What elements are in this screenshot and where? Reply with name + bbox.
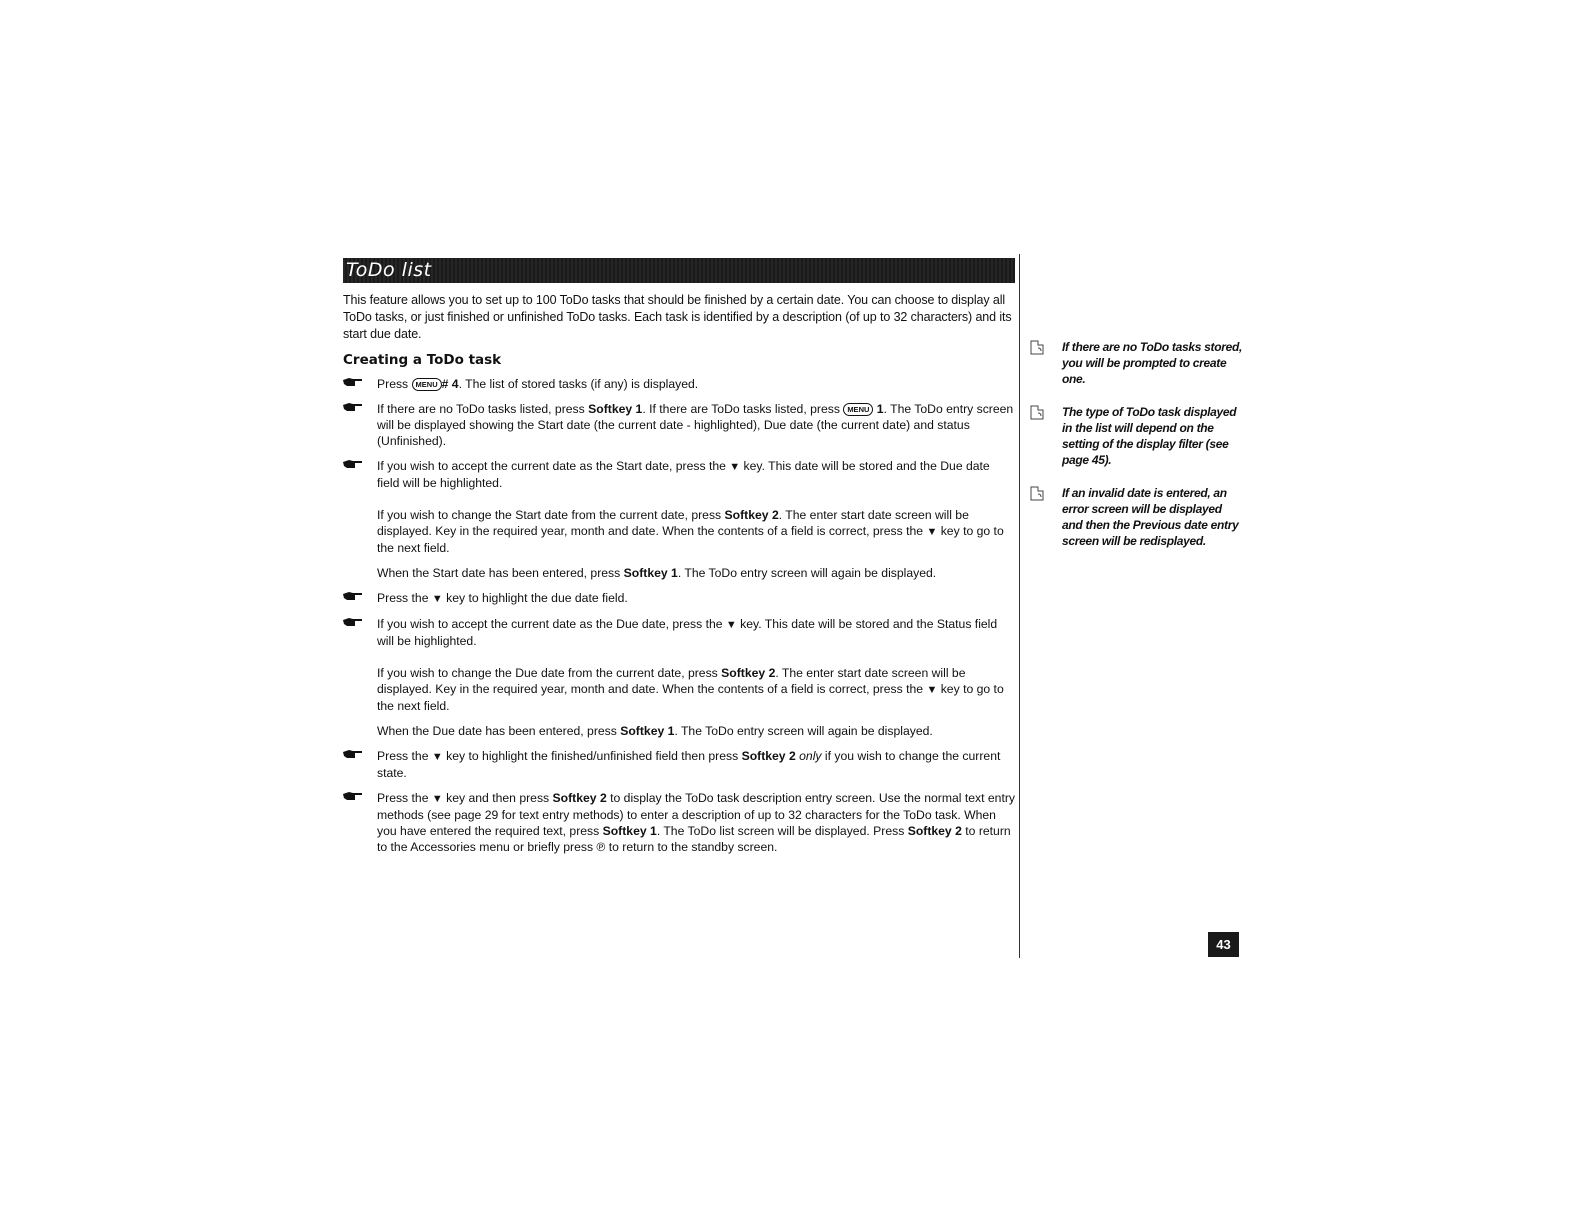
softkey-label: Softkey 2 [741,749,796,763]
softkey-label: Softkey 1 [602,824,657,838]
step-5-detail [343,665,1015,714]
step-text: If you wish to accept the current date as the Due date, press the [377,617,726,631]
softkey-label: Softkey 1 [620,724,675,738]
step-text: key to go to the next field. [377,682,1004,713]
step-text: key to highlight the due date field. [442,591,628,605]
page-title: ToDo list [346,259,432,281]
softkey-label: Softkey 2 [552,791,607,805]
down-arrow-icon: ▼ [926,684,938,696]
step-text: Press the [377,591,432,605]
step-text: key. This date will be stored and the Status field will be highlighted. [377,617,998,648]
note-1 [1029,339,1244,387]
down-arrow-icon: ▼ [431,751,443,763]
step-text: to return to the standby screen. [605,840,778,854]
step-text: When the Start date has been entered, press [377,566,624,580]
softkey-label: Softkey 2 [907,824,962,838]
step-text: . The enter start date screen will be displayed. Key in the required year, month and date. When the contents of a field is correct, press the [377,666,966,696]
down-arrow-icon: ▼ [431,793,443,805]
down-arrow-icon: ▼ [729,461,741,473]
note-pad-icon [1029,340,1047,358]
side-notes [1029,339,1244,566]
step-text: if you wish to change the current state. [377,749,1001,780]
step-4 [343,590,1015,607]
pointing-hand-icon [343,616,363,628]
step-text: When the Due date has been entered, press [377,724,621,738]
step-7 [343,790,1015,855]
note-text: If there are no ToDo tasks stored, you will be prompted to create one. [1062,340,1243,386]
column-divider [1019,254,1020,958]
step-text: . The enter start date screen will be displayed. Key in the required year, month and date. When the contents of a field is correct, press the [377,508,969,538]
softkey-label: Softkey 2 [721,666,776,680]
step-text: key and then press [442,791,553,805]
section-heading: Creating a ToDo task [343,352,502,368]
section-title-bar [343,258,1015,283]
step-6 [343,748,1015,781]
step-text: Press the [377,749,432,763]
step-5-confirm [343,723,1015,739]
step-text: key to go to the next field. [377,524,1004,555]
pointing-hand-icon [343,401,363,413]
step-text: If you wish to accept the current date as the Start date, press the [377,459,730,473]
pointing-hand-icon [343,590,363,602]
note-text: The type of ToDo task displayed in the list will depend on the setting of the display filter (see page 45). [1062,405,1237,467]
step-text: . The ToDo entry screen will again be displayed. [674,724,933,738]
step-text: Press [377,377,412,391]
step-text: If you wish to change the Due date from the current date, press [377,666,722,680]
step-text: Press the [377,791,432,805]
note-text: If an invalid date is entered, an error screen will be displayed and then the Previous date entry screen will be redisplayed. [1062,486,1239,548]
menu-key-icon: MENU [843,403,873,416]
note-pad-icon [1029,486,1047,504]
softkey-label: Softkey 1 [588,402,643,416]
step-text: key. This date will be stored and the Due date field will be highlighted. [377,459,990,490]
step-text: to display the ToDo task description entry screen. Use the normal text entry methods (see page 29 for text entry methods) to enter a description of up to 32 characters for the ToDo task. When you have entered the required text, press [377,791,1015,838]
note-3 [1029,485,1244,549]
note-pad-icon [1029,405,1047,423]
key-sequence: # 4 [441,377,459,391]
page-number: 43 [1208,932,1239,957]
down-arrow-icon: ▼ [725,619,737,631]
step-text: . The ToDo entry screen will be displayed showing the Start date (the current date - highlighted), Due date (the current date) and status (Unfinished). [377,402,1014,448]
key-sequence: 1 [876,402,884,416]
softkey-label: Softkey 2 [724,508,779,522]
step-text: If you wish to change the Start date from the current date, press [377,508,725,522]
end-key-icon: ℗ [596,840,606,854]
step-text: . The ToDo entry screen will again be displayed. [677,566,937,580]
emphasis-text: only [799,749,822,763]
menu-key-icon: MENU [412,378,442,391]
step-1 [343,376,1015,392]
pointing-hand-icon [343,748,363,760]
step-text: . The ToDo list screen will be displayed. Press [656,824,908,838]
note-2 [1029,404,1244,468]
step-2 [343,401,1015,449]
step-3-confirm [343,565,1015,581]
pointing-hand-icon [343,376,363,388]
intro-paragraph: This feature allows you to set up to 100 ToDo tasks that should be finished by a certain date. You can choose to display all ToDo tasks, or just finished or unfinished ToDo tasks. Each task is identified by a description (of up to 32 characters) and its start due date. [343,293,1012,341]
step-text: to return to the Accessories menu or briefly press [377,824,1011,854]
step-3 [343,458,1015,491]
softkey-label: Softkey 1 [623,566,678,580]
down-arrow-icon: ▼ [431,593,443,605]
step-text: . If there are ToDo tasks listed, press [642,402,844,416]
step-text: If there are no ToDo tasks listed, press [377,402,589,416]
pointing-hand-icon [343,790,363,802]
step-text: key to highlight the finished/unfinished field then press [442,749,742,763]
main-column [343,292,1015,864]
pointing-hand-icon [343,458,363,470]
step-3-detail [343,507,1015,556]
step-text: . The list of stored tasks (if any) is displayed. [458,377,699,391]
down-arrow-icon: ▼ [926,526,938,538]
step-5 [343,616,1015,649]
